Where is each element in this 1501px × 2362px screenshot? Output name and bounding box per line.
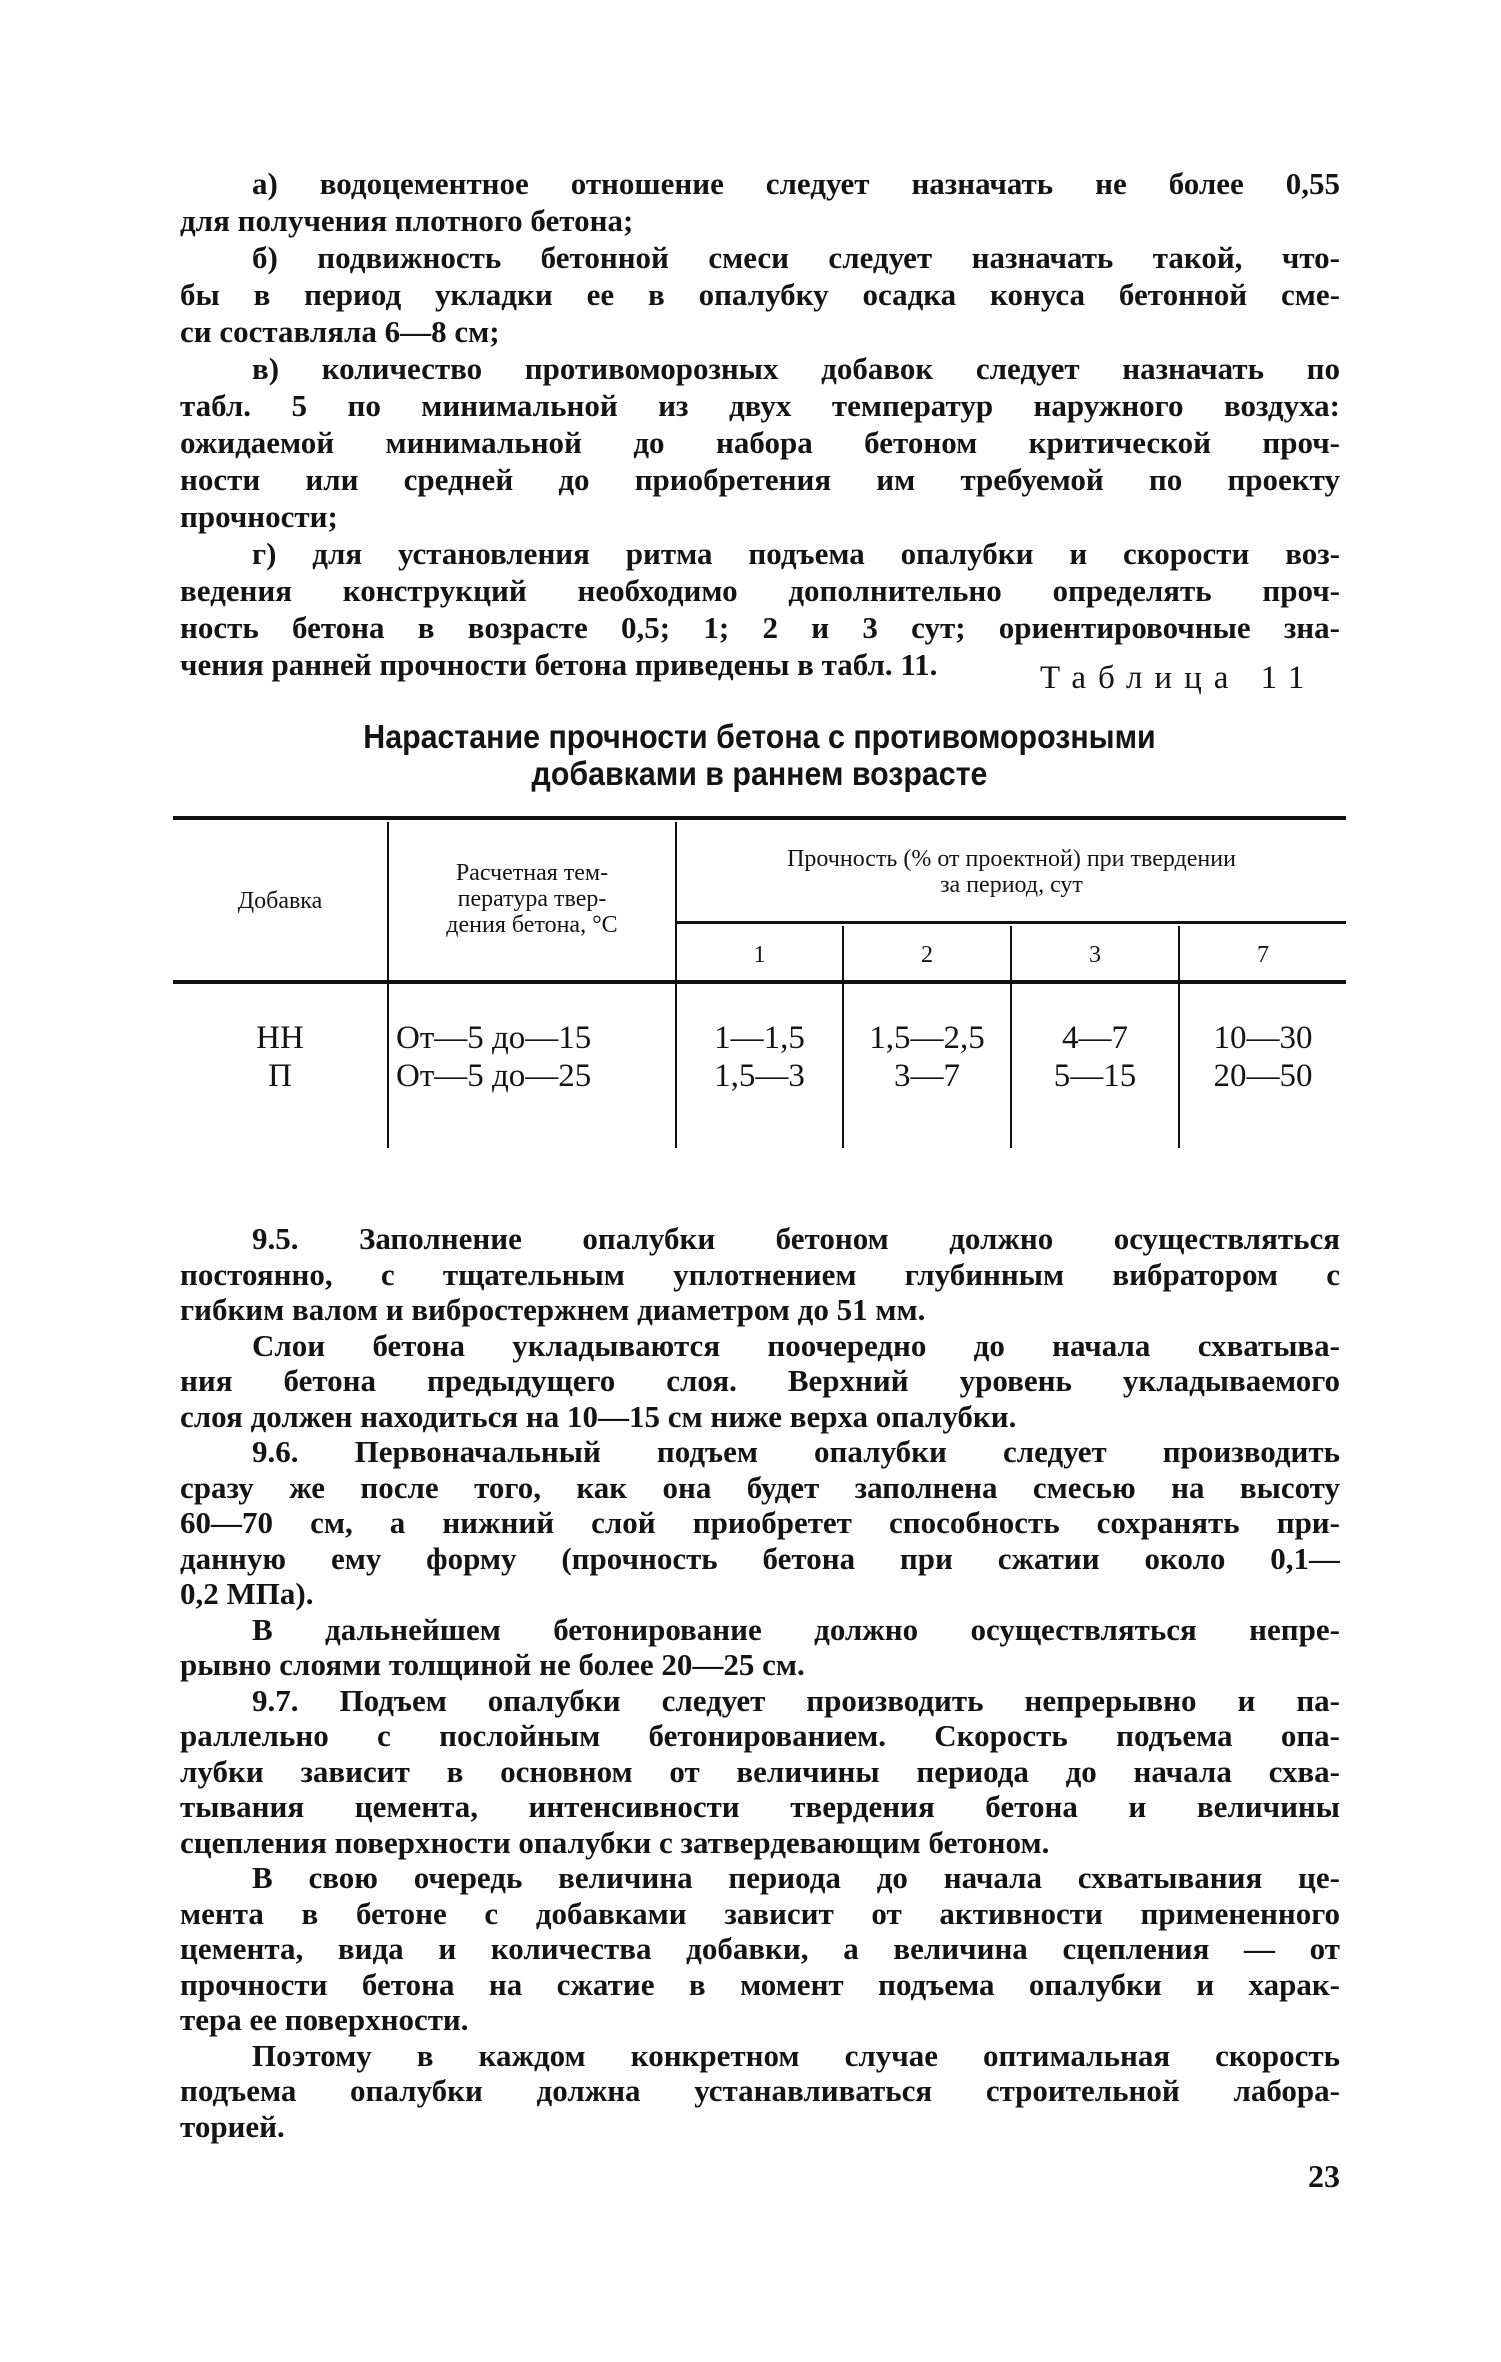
text-line: бы в период укладки ее в опалубку осадка конуса бетонной сме- [180, 277, 1340, 312]
text-line: прочности; [180, 499, 338, 534]
text-line: лубки зависит в основном от величины периода до начала схва- [180, 1753, 1340, 1789]
paragraph [180, 165, 1340, 239]
text-line: рывно слоями толщиной не более 20—25 см. [180, 1647, 805, 1682]
table-top-rule [173, 816, 1346, 820]
table-label: Таблица 11 [1040, 660, 1317, 696]
paragraph [180, 1683, 1340, 1861]
text-line: Поэтому в каждом конкретном случае оптимальная скорость [252, 2037, 1340, 2073]
cell-temperature: От—5 до—15 [396, 1020, 592, 1056]
paragraph [180, 1860, 1340, 2038]
cell-strength: 3—7 [894, 1058, 960, 1094]
text-line: Слои бетона укладываются поочередно до начала схватыва- [252, 1327, 1340, 1363]
text-line: ожидаемой минимальной до набора бетоном критической проч- [180, 425, 1340, 460]
header-temperature [389, 860, 675, 938]
paragraph [180, 350, 1340, 535]
text-line: мента в бетоне с добавками зависит от активности примененного [180, 1895, 1340, 1931]
text-line: В свою очередь величина периода до начала схватывания це- [252, 1860, 1340, 1895]
paragraph [180, 1328, 1340, 1435]
text-line: ния бетона предыдущего слоя. Верхний уровень укладываемого [180, 1363, 1340, 1398]
text-line: торией. [180, 2108, 285, 2144]
text-line: 0,2 МПа). [180, 1576, 314, 1611]
paragraph [180, 239, 1340, 350]
text-line: сразу же после того, как она будет заполнена смесью на высоту [180, 1469, 1340, 1505]
paragraph [180, 2038, 1340, 2145]
text-line: тывания цемента, интенсивности твердения бетона и величины [180, 1789, 1340, 1824]
header-day: 1 [753, 942, 766, 968]
header-strength [677, 846, 1346, 898]
text-line: сцепления поверхности опалубки с затвердевающим бетоном. [180, 1824, 1050, 1860]
text-line: 9.6. Первоначальный подъем опалубки следует производить [252, 1434, 1340, 1469]
text-line: б) подвижность бетонной смеси следует назначать такой, что- [252, 240, 1340, 275]
text-line: раллельно с послойным бетонированием. Скорость подъема опа- [180, 1718, 1340, 1753]
header-line: Прочность (% от проектной) при твердении [787, 846, 1236, 872]
paragraph [180, 1434, 1340, 1612]
paragraph [180, 1221, 1340, 1328]
header-day: 3 [1089, 942, 1101, 968]
table-header-rule [173, 980, 1346, 984]
text-line: 9.7. Подъем опалубки следует производить непрерывно и па- [252, 1682, 1340, 1718]
header-line: за период, сут [940, 872, 1083, 898]
text-line: ность бетона в возрасте 0,5; 1; 2 и 3 сут; ориентировочные зна- [180, 610, 1340, 645]
text-line: в) количество противоморозных добавок следует назначать по [252, 351, 1340, 386]
page-number: 23 [1308, 2158, 1340, 2194]
text-line: ности или средней до приобретения им требуемой по проекту [180, 462, 1340, 497]
table-subheader-rule [675, 921, 1346, 924]
cell-strength: 10—30 [1213, 1020, 1313, 1056]
text-line: для получения плотного бетона; [180, 203, 634, 238]
text-line: 60—70 см, а нижний слой приобретет способность сохранять при- [180, 1505, 1340, 1540]
text-line: гибким валом и вибростержнем диаметром до 51 мм. [180, 1292, 926, 1327]
cell-strength: 5—15 [1053, 1058, 1137, 1094]
cell-temperature: От—5 до—25 [396, 1058, 592, 1094]
header-additive: Добавка [237, 888, 323, 914]
text-line: а) водоцементное отношение следует назначать не более 0,55 [252, 166, 1340, 201]
text-line: прочности бетона на сжатие в момент подъема опалубки и харак- [180, 1966, 1340, 2002]
text-line: ведения конструкций необходимо дополнительно определять проч- [180, 573, 1340, 608]
cell-strength: 1,5—2,5 [869, 1020, 985, 1056]
text-line: 9.5. Заполнение опалубки бетоном должно осуществляться [252, 1221, 1340, 1256]
cell-strength: 4—7 [1062, 1020, 1128, 1056]
cell-additive: НН [256, 1020, 304, 1056]
text-line: постоянно, с тщательным уплотнением глубинным вибратором с [180, 1256, 1340, 1292]
header-line: дения бетона, °С [446, 912, 618, 938]
table-title-line: Нарастание прочности бетона с противоморозными [363, 718, 1156, 755]
text-line: тера ее поверхности. [180, 2002, 469, 2037]
header-line: пература твер- [457, 886, 607, 912]
text-line: си составляла 6—8 см; [180, 314, 500, 349]
text-line: подъема опалубки должна устанавливаться строительной лабора- [180, 2073, 1340, 2108]
top-text-block [180, 165, 1340, 683]
header-line: Расчетная тем- [455, 860, 609, 886]
cell-additive: П [268, 1058, 292, 1094]
text-line: В дальнейшем бетонирование должно осуществляться непре- [252, 1611, 1340, 1647]
table-title-line: добавками в раннем возрасте [531, 755, 988, 792]
header-day: 2 [921, 942, 933, 968]
text-line: чения ранней прочности бетона приведены в табл. 11. [180, 647, 938, 682]
text-line: табл. 5 по минимальной из двух температур наружного воздуха: [180, 388, 1340, 423]
table-title [220, 718, 1299, 792]
text-line: г) для установления ритма подъема опалубки и скорости воз- [252, 536, 1340, 571]
text-line: слоя должен находиться на 10—15 см ниже верха опалубки. [180, 1398, 1017, 1434]
paragraph [180, 1612, 1340, 1683]
cell-strength: 1,5—3 [714, 1058, 805, 1094]
header-day: 7 [1257, 942, 1269, 968]
cell-strength: 1—1,5 [714, 1020, 805, 1056]
bottom-text-block [180, 1221, 1340, 2144]
text-line: данную ему форму (прочность бетона при сжатии около 0,1— [180, 1540, 1340, 1576]
text-line: цемента, вида и количества добавки, а величина сцепления — от [180, 1931, 1340, 1966]
cell-strength: 20—50 [1213, 1058, 1313, 1094]
